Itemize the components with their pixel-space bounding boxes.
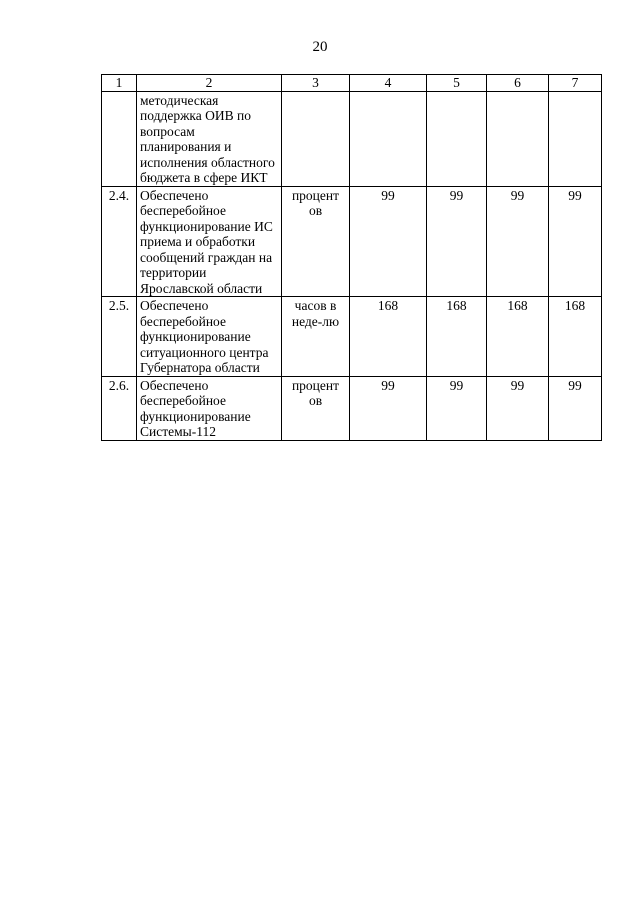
table-row (102, 186, 602, 297)
column-header: 7 (549, 75, 602, 92)
row-value-6: 99 (487, 186, 549, 297)
table-header-row (102, 75, 602, 92)
row-value-4: 168 (350, 297, 427, 377)
row-value-6: 168 (487, 297, 549, 377)
table-row (102, 297, 602, 377)
column-header: 3 (282, 75, 350, 92)
row-value-5 (427, 91, 487, 186)
row-value-4: 99 (350, 376, 427, 440)
row-value-7: 99 (549, 186, 602, 297)
row-unit: процент ов (282, 376, 350, 440)
table-row (102, 376, 602, 440)
row-number: 2.4. (102, 186, 137, 297)
row-name: Обеспечено бесперебойное функционирование ситуационного центра Губернатора области (137, 297, 282, 377)
row-unit (282, 91, 350, 186)
row-value-6 (487, 91, 549, 186)
row-name: Обеспечено бесперебойное функционирование ИС приема и обработки сообщений граждан на территории Ярославской области (137, 186, 282, 297)
row-value-7: 168 (549, 297, 602, 377)
row-value-4 (350, 91, 427, 186)
row-value-4: 99 (350, 186, 427, 297)
row-value-5: 168 (427, 297, 487, 377)
row-unit: процент ов (282, 186, 350, 297)
page-number: 20 (312, 39, 328, 55)
row-number: 2.6. (102, 376, 137, 440)
row-name: методическая поддержка ОИВ по вопросам планирования и исполнения областного бюджета в сфере ИКТ (137, 91, 282, 186)
row-value-6: 99 (487, 376, 549, 440)
column-header: 6 (487, 75, 549, 92)
row-unit: часов в неде-лю (282, 297, 350, 377)
column-header: 5 (427, 75, 487, 92)
table-row (102, 91, 602, 186)
row-value-5: 99 (427, 376, 487, 440)
column-header: 2 (137, 75, 282, 92)
column-header: 1 (102, 75, 137, 92)
row-value-7: 99 (549, 376, 602, 440)
row-name: Обеспечено бесперебойное функционирование Системы-112 (137, 376, 282, 440)
column-header: 4 (350, 75, 427, 92)
row-value-7 (549, 91, 602, 186)
row-value-5: 99 (427, 186, 487, 297)
indicators-table (101, 74, 602, 441)
row-number: 2.5. (102, 297, 137, 377)
row-number (102, 91, 137, 186)
